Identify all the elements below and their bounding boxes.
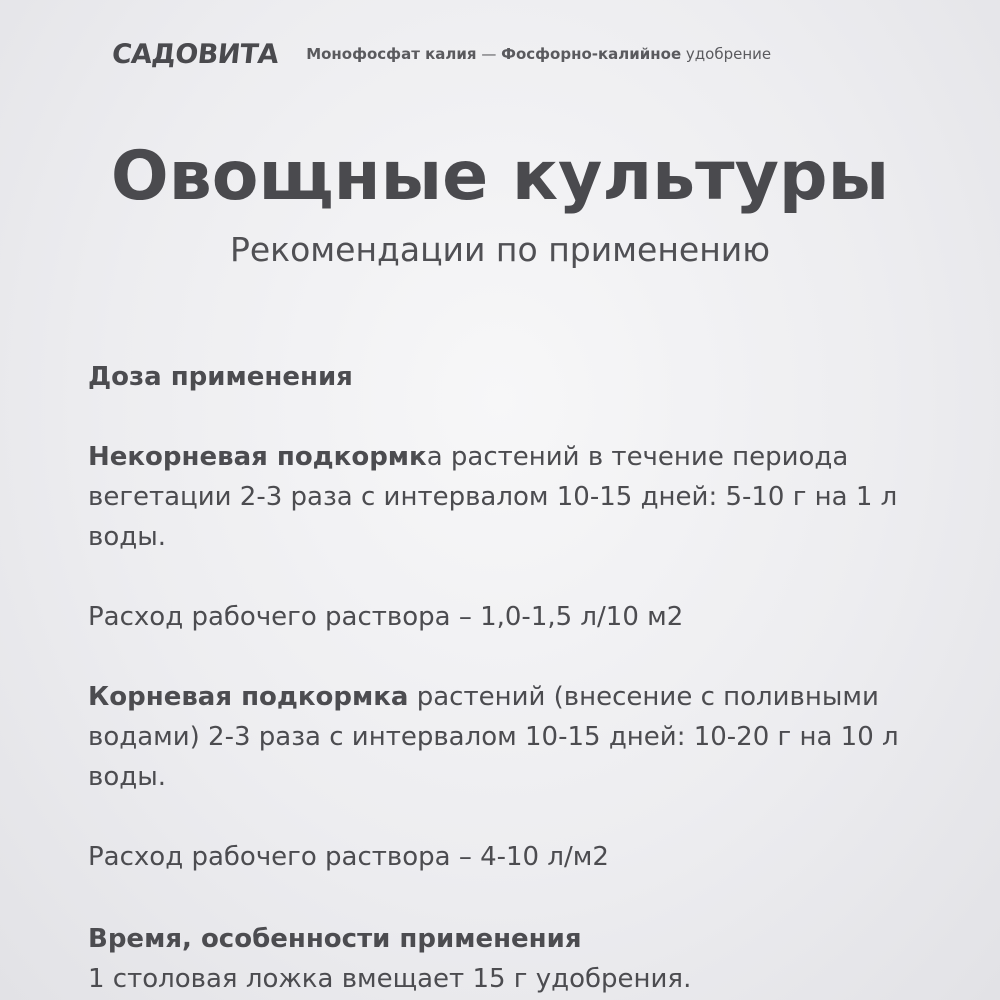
foliar-feeding-term: Некорневая подкормк — [88, 442, 427, 472]
timing-text: 1 столовая ложка вмещает 15 г удобрения. — [88, 964, 692, 994]
foliar-feeding-paragraph — [88, 437, 968, 557]
root-feeding-text: растений (внесение с поливными водами) 2-3 раза с интервалом 10-15 дней: 10-20 г на 10 л воды. — [88, 682, 899, 792]
page-title: Овощные культуры — [110, 137, 890, 216]
root-consumption: Расход рабочего раствора – 4-10 л/м2 — [88, 842, 609, 872]
fertilizer-word: удобрение — [681, 45, 772, 63]
page-header — [112, 36, 952, 72]
brand-logo: САДОВИТА — [110, 38, 280, 70]
product-name: Монофосфат калия — [306, 45, 477, 63]
root-feeding-term: Корневая подкормка — [88, 682, 409, 712]
timing-heading: Время, особенности применения — [88, 924, 582, 954]
page-subtitle: Рекомендации по применению — [229, 230, 771, 269]
foliar-consumption: Расход рабочего раствора – 1,0-1,5 л/10 м2 — [88, 602, 684, 632]
fertilizer-type: Фосфорно-калийное — [501, 45, 682, 63]
product-tagline — [306, 45, 771, 63]
tagline-dash: — — [476, 45, 502, 63]
foliar-feeding-text: а растений в течение периода вегетации 2-3 раза с интервалом 10-15 дней: 5-10 г на 1 л воды. — [88, 442, 898, 552]
instructions-content — [88, 357, 968, 999]
root-feeding-paragraph — [88, 677, 968, 797]
dose-heading: Доза применения — [88, 362, 353, 392]
